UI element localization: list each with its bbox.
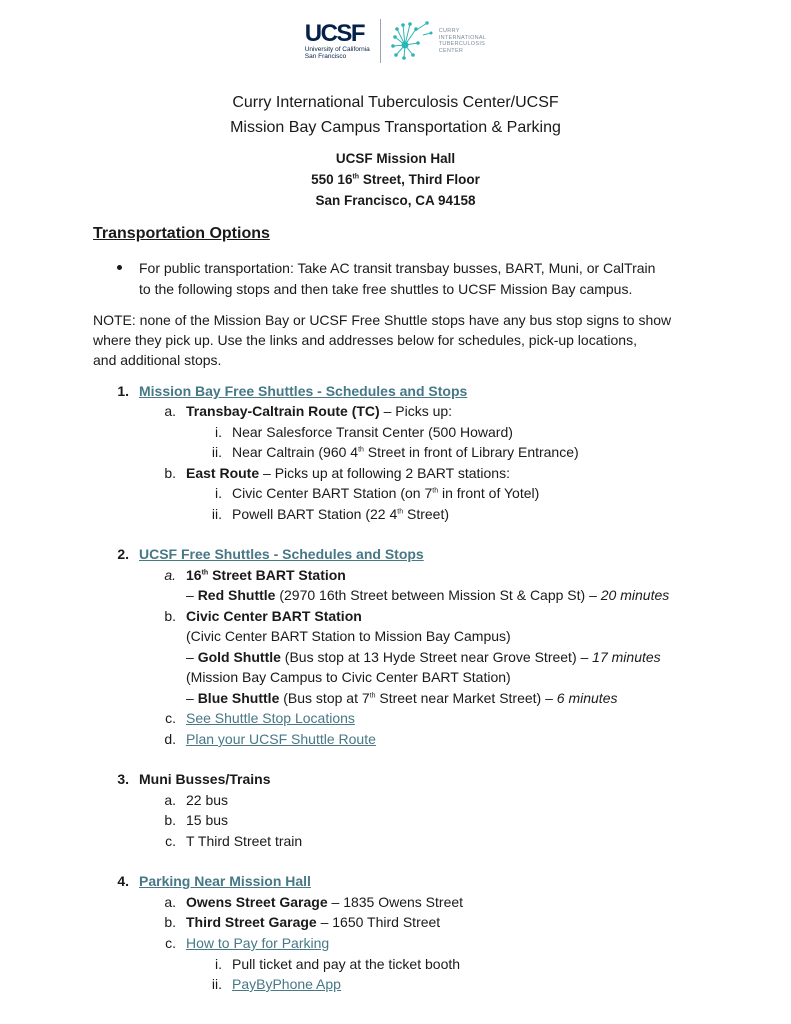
paybyphone-link[interactable]: PayByPhone App (232, 976, 341, 992)
dash: – (186, 649, 198, 665)
list-roman: i. (215, 485, 222, 501)
list-item (232, 443, 579, 461)
shuttle-duration: 20 minutes (600, 587, 670, 603)
bullet-text-line-1: For public transportation: Take AC transit transbay busses, BART, Muni, or CalTrain (139, 260, 656, 276)
list-letter: d. (164, 731, 176, 747)
garage-name: Third Street Garage (186, 914, 317, 930)
list-letter: c. (165, 935, 176, 951)
note-line-1: NOTE: none of the Mission Bay or UCSF Free Shuttle stops have any bus stop signs to show (93, 312, 672, 328)
list-letter: c. (165, 833, 176, 849)
ordinal-suffix: th (432, 487, 439, 495)
shuttle-duration: 6 minutes (556, 690, 618, 706)
list-number: 1. (117, 383, 129, 399)
note-line-3: and additional stops. (93, 352, 222, 368)
ordinal-suffix: th (352, 173, 360, 181)
list-letter: b. (164, 812, 176, 828)
list-letter: a. (164, 792, 176, 808)
plan-shuttle-route-link[interactable]: Plan your UCSF Shuttle Route (186, 731, 376, 747)
address-street-rest: Street, Third Floor (359, 172, 480, 187)
list-roman: i. (215, 424, 222, 440)
list-letter: b. (164, 914, 176, 930)
list-item (186, 402, 452, 420)
stop-text: Street) (403, 506, 449, 522)
shuttle-stop: (Bus stop at 13 Hyde Street near Grove Street) – (280, 649, 593, 665)
list-item: Near Salesforce Transit Center (500 Howard) (232, 424, 513, 440)
shuttle-detail (186, 689, 617, 707)
shuttle-stop: (2970 16th Street between Mission St & Capp St) – (275, 587, 601, 603)
ucsf-shuttles-link[interactable]: UCSF Free Shuttles - Schedules and Stops (139, 546, 424, 562)
shuttle-detail (186, 586, 669, 604)
stop-text: Civic Center BART Station (on 7 (232, 485, 433, 501)
ordinal-suffix: th (201, 569, 209, 577)
note-line-2: where they pick up. Use the links and addresses below for schedules, pick-up locations, (93, 332, 637, 348)
stop-text: Powell BART Station (22 4 (232, 506, 398, 522)
stop-text: Street in front of Library Entrance) (363, 444, 579, 460)
list-roman: ii. (211, 976, 222, 992)
address-street (0, 172, 791, 187)
address-city: San Francisco, CA 94158 (315, 193, 476, 208)
garage-name: Owens Street Garage (186, 894, 328, 910)
section-heading: Transportation Options (93, 225, 270, 242)
bullet-text-line-2: to the following stops and then take free shuttles to UCSF Mission Bay campus. (139, 281, 633, 297)
ordinal-suffix: th (369, 692, 376, 700)
route-name: East Route (186, 465, 260, 481)
ordinal-suffix: th (358, 446, 364, 454)
curry-logo-line: INTERNATIONAL (438, 34, 487, 41)
curry-logo (391, 19, 487, 63)
route-detail: – Picks up at following 2 BART stations: (259, 465, 510, 481)
parking-link[interactable]: Parking Near Mission Hall (139, 873, 311, 889)
station-name (186, 566, 346, 584)
station-name-number: 16 (186, 567, 202, 583)
list-number: 2. (117, 546, 129, 562)
shuttle-detail (186, 648, 661, 666)
mission-bay-shuttles-link[interactable]: Mission Bay Free Shuttles - Schedules and Stops (139, 383, 468, 399)
route-name: Transbay-Caltrain Route (TC) (186, 403, 380, 419)
list-item (186, 893, 463, 911)
list-roman: i. (215, 956, 222, 972)
logo-divider (380, 19, 381, 63)
direction-text: (Civic Center BART Station to Mission Bay Campus) (186, 628, 511, 644)
list-roman: ii. (211, 506, 222, 522)
shuttle-duration: 17 minutes (592, 649, 661, 665)
ucsf-logo-sub2: San Francisco (304, 53, 347, 60)
address-street-number: 550 16 (311, 172, 353, 187)
station-name-rest: Street BART Station (208, 567, 346, 583)
list-letter: b. (164, 465, 176, 481)
list-item: 22 bus (186, 792, 229, 808)
dash: – (186, 690, 198, 706)
dandelion-icon (391, 19, 435, 63)
ucsf-logo-word: UCSF (304, 20, 365, 47)
list-number: 3. (117, 771, 129, 787)
direction-text: (Mission Bay Campus to Civic Center BART Station) (186, 669, 511, 685)
list-letter: c. (165, 710, 176, 726)
stop-text: Near Caltrain (960 4 (232, 444, 359, 460)
muni-heading: Muni Busses/Trains (139, 771, 271, 787)
list-item (232, 505, 449, 523)
list-item: 15 bus (186, 812, 229, 828)
pay-parking-link[interactable]: How to Pay for Parking (186, 935, 330, 951)
shuttle-stop-locations-link[interactable]: See Shuttle Stop Locations (186, 710, 355, 726)
list-item: T Third Street train (186, 833, 303, 849)
page-title-line-1: Curry International Tuberculosis Center/UCSF (232, 94, 559, 111)
header-logos (0, 14, 791, 68)
stop-text: in front of Yotel) (438, 485, 540, 501)
bullet-icon (117, 265, 122, 270)
list-item (232, 484, 539, 502)
list-letter: a. (164, 403, 176, 419)
dash: – (186, 587, 198, 603)
curry-logo-line: TUBERCULOSIS (438, 41, 486, 47)
shuttle-stop: (Bus stop at 7 (279, 690, 370, 706)
page-title-line-2: Mission Bay Campus Transportation & Parking (230, 119, 561, 136)
ordinal-suffix: th (397, 508, 404, 516)
shuttle-stop: Street near Market Street) – (375, 690, 557, 706)
list-letter: a. (164, 567, 176, 583)
address-building: UCSF Mission Hall (335, 151, 456, 166)
ucsf-logo (305, 22, 370, 60)
ucsf-logo-sub1: University of California (304, 46, 370, 53)
shuttle-name: Gold Shuttle (197, 649, 281, 665)
list-roman: ii. (211, 444, 222, 460)
list-letter: a. (164, 894, 176, 910)
curry-logo-text (439, 28, 487, 54)
station-name: Civic Center BART Station (186, 608, 362, 624)
shuttle-name: Blue Shuttle (197, 690, 280, 706)
list-number: 4. (117, 873, 129, 889)
list-item: Pull ticket and pay at the ticket booth (232, 956, 461, 972)
list-item (186, 913, 440, 931)
list-item (186, 464, 510, 482)
curry-logo-line: CURRY (438, 28, 460, 34)
curry-logo-line: CENTER (438, 47, 464, 54)
route-detail: – Picks up: (379, 403, 453, 419)
garage-address: – 1835 Owens Street (327, 894, 464, 910)
shuttle-name: Red Shuttle (197, 587, 276, 603)
garage-address: – 1650 Third Street (316, 914, 441, 930)
list-letter: b. (164, 608, 176, 624)
